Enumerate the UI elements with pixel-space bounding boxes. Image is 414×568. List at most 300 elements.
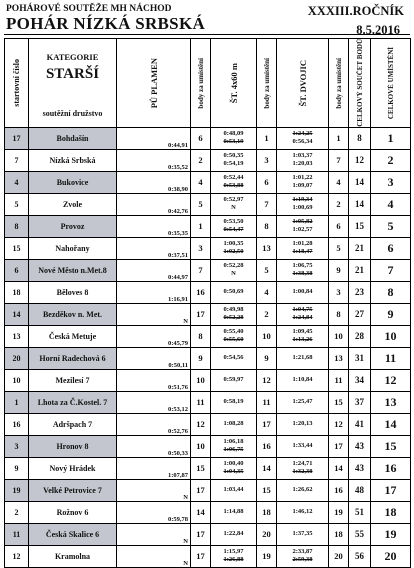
st-points: 16: [257, 435, 277, 457]
st-times: [211, 325, 257, 347]
pp-points: 17: [191, 479, 211, 501]
table-row: [5, 149, 411, 171]
table-row: [5, 369, 411, 391]
pp-points: 3: [191, 237, 211, 259]
st-times: [211, 545, 257, 567]
team-name: Velké Petrovice 7: [29, 479, 117, 501]
dvojic-times: [277, 171, 329, 193]
start-number: 10: [5, 369, 29, 391]
table-row: [5, 391, 411, 413]
dvojic-points: 11: [329, 369, 349, 391]
dvojic-times: [277, 501, 329, 523]
dvojic-time-1: 1:20,13: [292, 420, 313, 428]
st-time-1: 1:06,18: [223, 438, 244, 446]
organizer-line: POHÁROVÉ SOUTĚŽE MH NÁCHOD: [6, 4, 172, 14]
pp-time: 0:51,76: [117, 369, 191, 391]
team-name: Mezilesí 7: [29, 369, 117, 391]
st-times: [211, 127, 257, 149]
st-points: 13: [257, 237, 277, 259]
st-times: [211, 237, 257, 259]
pp-points: 5: [191, 193, 211, 215]
st-time-2: 1:26,88: [223, 556, 244, 564]
dvojic-time-1: 1:46,12: [292, 508, 313, 516]
col-pp-plamen: PŮ PLAMEN: [117, 39, 191, 128]
st-time-1: 0:52,28: [223, 262, 244, 270]
final-place: 15: [371, 435, 411, 457]
table-row: [5, 523, 411, 545]
st-times: [211, 523, 257, 545]
dvojic-points: 9: [329, 259, 349, 281]
pp-time: 0:50,33: [117, 435, 191, 457]
st-times: [211, 193, 257, 215]
dvojic-points: 8: [329, 303, 349, 325]
total-points: 21: [349, 259, 371, 281]
col-st-points: body za umístění: [257, 39, 277, 128]
dvojic-points: 4: [329, 171, 349, 193]
pp-time: 0:42,76: [117, 193, 191, 215]
dvojic-times: [277, 457, 329, 479]
col-dvojic-points: body za umístění: [329, 39, 349, 128]
pp-points: 17: [191, 523, 211, 545]
st-time-2: 0:53,88: [223, 182, 244, 190]
col-pp-points: body za umístění: [191, 39, 211, 128]
st-points: 15: [257, 479, 277, 501]
total-points: 51: [349, 501, 371, 523]
team-name: Kramolna: [29, 545, 117, 567]
col-start-number: startovní číslo: [5, 39, 29, 128]
table-row: [5, 435, 411, 457]
dvojic-time-1: 1:25,47: [292, 398, 313, 406]
table-row: [5, 347, 411, 369]
dvojic-time-1: 1:01,28: [292, 240, 313, 248]
st-times: [211, 171, 257, 193]
dvojic-time-2: 1:38,38: [292, 270, 313, 278]
dvojic-points: 15: [329, 391, 349, 413]
dvojic-points: 1: [329, 127, 349, 149]
total-points: 14: [349, 193, 371, 215]
total-points: 28: [349, 325, 371, 347]
final-place: 17: [371, 479, 411, 501]
start-number: 20: [5, 347, 29, 369]
team-name: Bohdašín: [29, 127, 117, 149]
final-place: 8: [371, 281, 411, 303]
total-points: 21: [349, 237, 371, 259]
dvojic-points: 6: [329, 215, 349, 237]
final-place: 14: [371, 413, 411, 435]
category-name: STARŠÍ: [45, 66, 100, 83]
start-number: 9: [5, 457, 29, 479]
final-place: 1: [371, 127, 411, 149]
dvojic-points: 13: [329, 347, 349, 369]
team-name: Nové Město n.Met.8: [29, 259, 117, 281]
table-row: [5, 127, 411, 149]
pp-points: 8: [191, 325, 211, 347]
st-time-2: 0:55,60: [223, 336, 244, 344]
table-row: [5, 237, 411, 259]
final-place: 19: [371, 523, 411, 545]
total-points: 12: [349, 149, 371, 171]
document-header: [6, 4, 408, 38]
final-place: 16: [371, 457, 411, 479]
st-points: 4: [257, 281, 277, 303]
table-row: [5, 545, 411, 567]
dvojic-time-1: 1:33,44: [292, 442, 313, 450]
dvojic-time-2: 1:00,69: [292, 204, 313, 212]
st-points: 17: [257, 413, 277, 435]
pp-time: N: [117, 523, 191, 545]
dvojic-time-2: 1:20,03: [292, 160, 313, 168]
team-name: Horní Radechová 6: [29, 347, 117, 369]
total-points: 14: [349, 171, 371, 193]
dvojic-time-1: 1:37,35: [292, 530, 313, 538]
dvojic-points: 2: [329, 193, 349, 215]
st-times: [211, 457, 257, 479]
total-points: 41: [349, 413, 371, 435]
st-times: [211, 215, 257, 237]
pp-time: 0:44,91: [117, 127, 191, 149]
st-points: 10: [257, 325, 277, 347]
dvojic-times: [277, 237, 329, 259]
pp-time: 0:44,97: [117, 259, 191, 281]
team-name: Hronov 8: [29, 435, 117, 457]
st-time-1: 0:58,19: [223, 398, 244, 406]
total-points: 48: [349, 479, 371, 501]
pp-time: 0:38,90: [117, 171, 191, 193]
st-points: 6: [257, 171, 277, 193]
col-category: [29, 39, 117, 128]
pp-time: 0:50,11: [117, 347, 191, 369]
st-points: 19: [257, 545, 277, 567]
st-time-2: N: [231, 204, 236, 212]
dvojic-time-1: 1:09,45: [292, 328, 313, 336]
start-number: 11: [5, 523, 29, 545]
st-time-1: 1:14,88: [223, 508, 244, 516]
start-number: 5: [5, 193, 29, 215]
final-place: 20: [371, 545, 411, 567]
final-place: 7: [371, 259, 411, 281]
pp-time: 0:53,12: [117, 391, 191, 413]
team-name: Česká Skalice 6: [29, 523, 117, 545]
st-time-1: 0:52,97: [223, 196, 244, 204]
dvojic-time-1: 1:03,37: [292, 152, 313, 160]
dvojic-points: 19: [329, 501, 349, 523]
total-points: 31: [349, 347, 371, 369]
results-table: [4, 38, 411, 568]
st-points: 5: [257, 259, 277, 281]
dvojic-times: [277, 347, 329, 369]
dvojic-points: 12: [329, 413, 349, 435]
st-time-1: 0:54,56: [223, 354, 244, 362]
pp-points: 11: [191, 391, 211, 413]
total-points: 8: [349, 127, 371, 149]
dvojic-time-1: 1:19,34: [292, 196, 313, 204]
start-number: 1: [5, 391, 29, 413]
st-times: [211, 391, 257, 413]
st-time-1: 0:50,35: [223, 152, 244, 160]
dvojic-time-1: 1:26,62: [292, 486, 313, 494]
pp-time: 0:37,51: [117, 237, 191, 259]
dvojic-time-1: 1:00,84: [292, 288, 313, 296]
pp-time: 1:16,91: [117, 281, 191, 303]
table-row: [5, 457, 411, 479]
dvojic-times: [277, 545, 329, 567]
start-number: 4: [5, 171, 29, 193]
dvojic-times: [277, 215, 329, 237]
st-times: [211, 479, 257, 501]
dvojic-points: 7: [329, 149, 349, 171]
st-points: 18: [257, 501, 277, 523]
team-caption: soutěžní družstvo: [42, 109, 103, 119]
st-time-1: 1:03,44: [223, 486, 244, 494]
st-time-1: 1:15,97: [223, 548, 244, 556]
dvojic-time-2: 1:18,47: [292, 248, 313, 256]
pp-time: 0:59,78: [117, 501, 191, 523]
st-points: 12: [257, 369, 277, 391]
final-place: 13: [371, 391, 411, 413]
dvojic-time-1: 1:06,75: [292, 262, 313, 270]
table-row: [5, 193, 411, 215]
st-points: 2: [257, 303, 277, 325]
dvojic-time-1: 1:04,75: [292, 306, 313, 314]
pp-points: 17: [191, 303, 211, 325]
st-points: 1: [257, 127, 277, 149]
pp-time: 1:07,87: [117, 457, 191, 479]
header-row: [5, 39, 411, 128]
st-time-1: 0:52,44: [223, 174, 244, 182]
team-name: Bukovice: [29, 171, 117, 193]
final-place: 3: [371, 171, 411, 193]
start-number: 12: [5, 545, 29, 567]
category-caption: KATEGORIE: [46, 52, 99, 63]
start-number: 8: [5, 215, 29, 237]
dvojic-points: 10: [329, 325, 349, 347]
st-time-1: 1:00,35: [223, 240, 244, 248]
team-name: Rožnov 6: [29, 501, 117, 523]
st-time-2: 0:53,19: [223, 138, 244, 146]
dvojic-times: [277, 391, 329, 413]
total-points: 56: [349, 545, 371, 567]
st-time-2: 0:52,28: [223, 314, 244, 322]
st-points: 14: [257, 457, 277, 479]
final-place: 6: [371, 237, 411, 259]
start-number: 15: [5, 237, 29, 259]
st-points: 11: [257, 391, 277, 413]
table-row: [5, 479, 411, 501]
st-points: 3: [257, 149, 277, 171]
st-times: [211, 501, 257, 523]
total-points: 37: [349, 391, 371, 413]
team-name: Bezděkov n. Met.: [29, 303, 117, 325]
start-number: 13: [5, 325, 29, 347]
table-row: [5, 281, 411, 303]
team-name: Běloves 8: [29, 281, 117, 303]
team-name: Zvole: [29, 193, 117, 215]
final-place: 5: [371, 215, 411, 237]
dvojic-times: [277, 413, 329, 435]
st-points: 7: [257, 193, 277, 215]
pp-points: 14: [191, 501, 211, 523]
total-points: 27: [349, 303, 371, 325]
st-time-1: 1:08,28: [223, 420, 244, 428]
st-times: [211, 149, 257, 171]
pp-points: 4: [191, 171, 211, 193]
st-time-1: 0:53,50: [223, 218, 244, 226]
total-points: 43: [349, 457, 371, 479]
pp-time: 0:45,79: [117, 325, 191, 347]
table-row: [5, 501, 411, 523]
final-place: 11: [371, 347, 411, 369]
header-divider: [4, 34, 410, 35]
st-points: 20: [257, 523, 277, 545]
total-points: 23: [349, 281, 371, 303]
dvojic-time-2: 1:09,07: [292, 182, 313, 190]
st-times: [211, 281, 257, 303]
st-time-1: 1:22,84: [223, 530, 244, 538]
dvojic-time-1: 1:21,68: [292, 354, 313, 362]
dvojic-times: [277, 259, 329, 281]
dvojic-time-1: 1:10,84: [292, 376, 313, 384]
total-points: 15: [349, 215, 371, 237]
dvojic-times: [277, 149, 329, 171]
dvojic-time-1: 1:24,25: [292, 130, 313, 138]
pp-points: 1: [191, 215, 211, 237]
dvojic-times: [277, 281, 329, 303]
st-time-2: 1:06,75: [223, 446, 244, 454]
competition-title: POHÁR NÍZKÁ SRBSKÁ: [6, 14, 206, 33]
st-time-1: 0:49,98: [223, 306, 244, 314]
start-number: 16: [5, 413, 29, 435]
total-points: 43: [349, 435, 371, 457]
start-number: 14: [5, 303, 29, 325]
pp-points: 15: [191, 457, 211, 479]
table-row: [5, 215, 411, 237]
team-name: Adršpach 7: [29, 413, 117, 435]
dvojic-time-2: 2:59,38: [292, 556, 313, 564]
pp-time: N: [117, 545, 191, 567]
dvojic-points: 14: [329, 457, 349, 479]
st-points: 9: [257, 347, 277, 369]
col-final-place: CELKOVÉ UMÍSTĚNÍ: [371, 39, 411, 128]
pp-points: 12: [191, 413, 211, 435]
st-time-2: 0:54,47: [223, 226, 244, 234]
start-number: 18: [5, 281, 29, 303]
pp-points: 10: [191, 369, 211, 391]
final-place: 9: [371, 303, 411, 325]
dvojic-points: 5: [329, 237, 349, 259]
col-st-relay: ŠT. 4x60 m: [211, 39, 257, 128]
team-name: Nízká Srbská: [29, 149, 117, 171]
table-row: [5, 259, 411, 281]
st-times: [211, 347, 257, 369]
final-place: 18: [371, 501, 411, 523]
dvojic-times: [277, 479, 329, 501]
dvojic-times: [277, 369, 329, 391]
dvojic-time-2: 0:56,34: [292, 138, 313, 146]
final-place: 4: [371, 193, 411, 215]
st-times: [211, 435, 257, 457]
pp-points: 10: [191, 435, 211, 457]
dvojic-times: [277, 523, 329, 545]
final-place: 10: [371, 325, 411, 347]
pp-time: 0:52,76: [117, 413, 191, 435]
start-number: 3: [5, 435, 29, 457]
table-row: [5, 413, 411, 435]
pp-points: 2: [191, 149, 211, 171]
team-name: Česká Metuje: [29, 325, 117, 347]
dvojic-points: 3: [329, 281, 349, 303]
dvojic-time-1: 2:33,87: [292, 548, 313, 556]
start-number: 2: [5, 501, 29, 523]
dvojic-time-2: 1:24,84: [292, 314, 313, 322]
pp-time: N: [117, 303, 191, 325]
st-time-1: 1:00,40: [223, 460, 244, 468]
dvojic-times: [277, 435, 329, 457]
table-row: [5, 171, 411, 193]
dvojic-times: [277, 193, 329, 215]
dvojic-points: 16: [329, 479, 349, 501]
dvojic-time-2: 1:02,57: [292, 226, 313, 234]
col-total-points: CELKOVÝ SOUČET BODŮ: [349, 39, 371, 128]
st-times: [211, 369, 257, 391]
dvojic-time-2: 1:13,26: [292, 336, 313, 344]
dvojic-times: [277, 127, 329, 149]
dvojic-times: [277, 325, 329, 347]
st-times: [211, 259, 257, 281]
table-row: [5, 325, 411, 347]
pp-time: 0:35,35: [117, 215, 191, 237]
team-name: Nahořany: [29, 237, 117, 259]
dvojic-points: 17: [329, 435, 349, 457]
st-time-1: 0:50,69: [223, 288, 244, 296]
st-time-1: 0:59,97: [223, 376, 244, 384]
st-time-1: 0:48,09: [223, 130, 244, 138]
team-name: Nový Hrádek: [29, 457, 117, 479]
total-points: 34: [349, 369, 371, 391]
final-place: 2: [371, 149, 411, 171]
pp-time: 0:35,52: [117, 149, 191, 171]
table-row: [5, 303, 411, 325]
dvojic-times: [277, 303, 329, 325]
dvojic-time-1: 1:24,71: [292, 460, 313, 468]
team-name: Lhota za Č.Kostel. 7: [29, 391, 117, 413]
pp-points: 6: [191, 127, 211, 149]
dvojic-time-1: 1:01,22: [292, 174, 313, 182]
season-label: XXXIII.ROČNÍK: [307, 4, 404, 18]
st-time-2: N: [231, 270, 236, 278]
start-number: 6: [5, 259, 29, 281]
st-points: 8: [257, 215, 277, 237]
start-number: 19: [5, 479, 29, 501]
pp-points: 9: [191, 347, 211, 369]
st-times: [211, 413, 257, 435]
dvojic-time-1: 1:05,82: [292, 218, 313, 226]
pp-time: N: [117, 479, 191, 501]
dvojic-points: 18: [329, 523, 349, 545]
total-points: 55: [349, 523, 371, 545]
st-time-2: 1:02,50: [223, 248, 244, 256]
start-number: 7: [5, 149, 29, 171]
st-time-1: 0:55,40: [223, 328, 244, 336]
final-place: 12: [371, 369, 411, 391]
team-name: Provoz: [29, 215, 117, 237]
pp-points: 17: [191, 545, 211, 567]
col-dvojic: ŠT. DVOJIC: [277, 39, 329, 128]
st-time-2: 0:54,19: [223, 160, 244, 168]
dvojic-points: 20: [329, 545, 349, 567]
st-time-2: 1:04,35: [223, 468, 244, 476]
pp-points: 16: [191, 281, 211, 303]
date-label: 8.5.2016: [356, 23, 400, 37]
